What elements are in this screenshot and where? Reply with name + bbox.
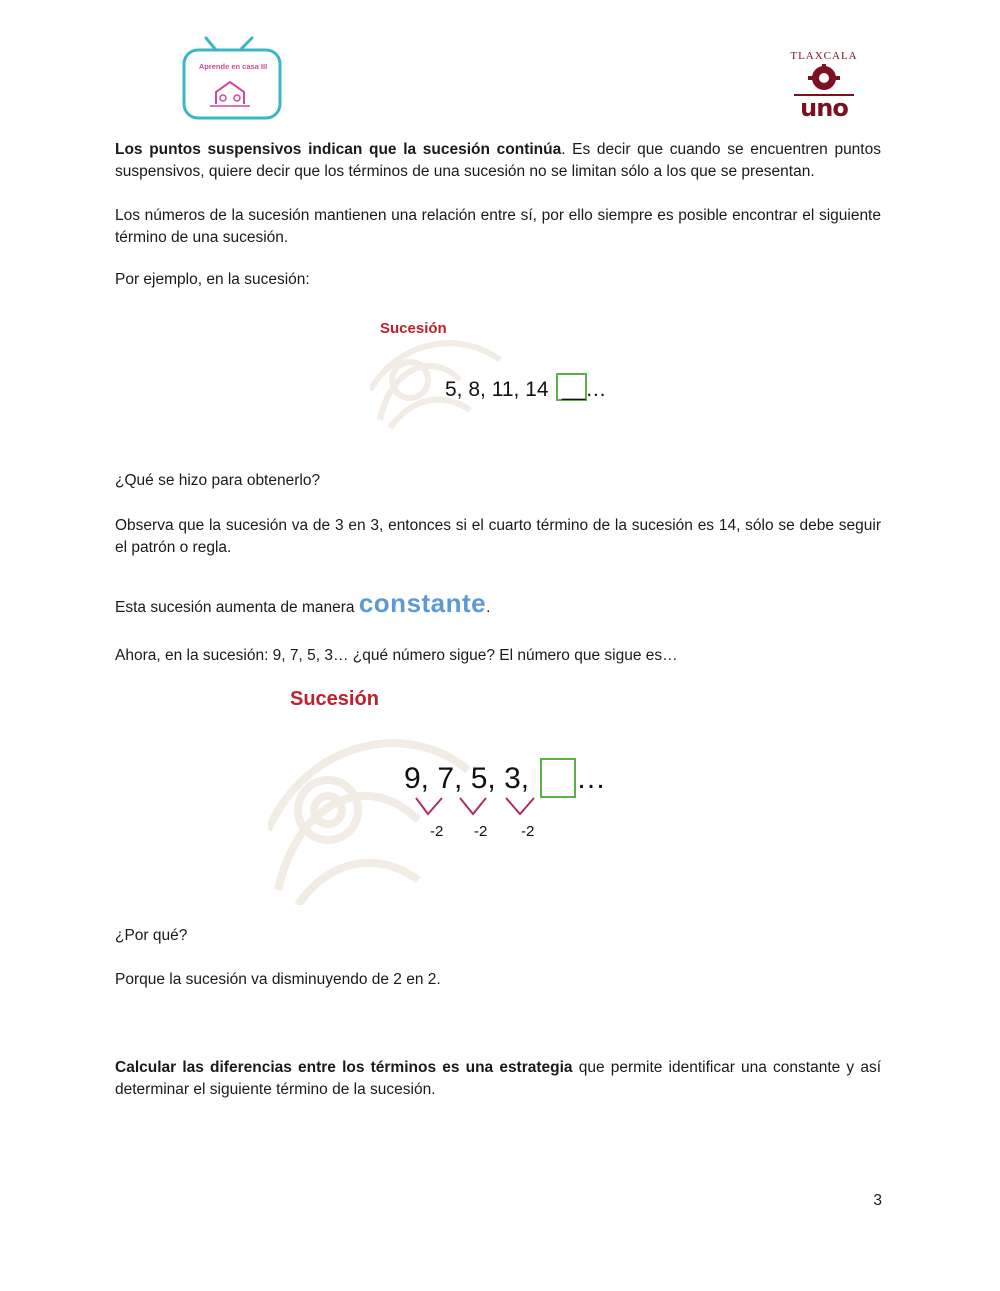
figure-title: Sucesión [380, 320, 447, 337]
difference-arrows [408, 796, 548, 820]
paragraph-ellipsis-meaning [115, 139, 881, 183]
tlaxcala-text: TLAXCALA [790, 50, 858, 62]
difference-label: -2 [474, 823, 488, 840]
tv-icon [178, 36, 286, 124]
sequence-figure-1 [370, 310, 620, 430]
question-how-obtained: ¿Qué se hizo para obtenerlo? [115, 472, 321, 489]
paragraph-second-sequence: Ahora, en la sucesión: 9, 7, 5, 3… ¿qué número sigue? El número que sigue es… [115, 647, 678, 664]
sequence-continuation: __… [562, 378, 607, 401]
page-number: 3 [873, 1192, 882, 1209]
difference-label: -2 [521, 823, 535, 840]
difference-label: -2 [430, 823, 444, 840]
sentence-end: . [486, 599, 491, 616]
aprende-en-casa-text: Aprende en casa III [198, 62, 268, 71]
uno-text: uno [800, 94, 848, 122]
paragraph-example-intro: Por ejemplo, en la sucesión: [115, 271, 310, 288]
paragraph-strategy [115, 1057, 881, 1101]
sequence-figure-2 [268, 680, 608, 905]
answer-word: constante [358, 588, 487, 618]
answer-blank-box [540, 758, 576, 798]
aprende-en-casa-logo [178, 36, 286, 124]
paragraph-constant [115, 588, 881, 623]
sequence-terms: 5, 8, 11, 14 [445, 378, 549, 401]
school-crest-icon [806, 64, 842, 92]
difference-arrow [506, 798, 534, 814]
difference-arrow [416, 798, 442, 814]
bold-statement: Los puntos suspensivos indican que la sucesión continúa [115, 141, 562, 158]
difference-arrow [460, 798, 486, 814]
paragraph-relation: Los números de la sucesión mantienen una relación entre sí, por ello siempre es posible encontrar el siguiente término de una sucesión. [115, 207, 881, 246]
question-why: ¿Por qué? [115, 927, 188, 944]
paragraph-decreasing: Porque la sucesión va disminuyendo de 2 en 2. [115, 971, 441, 988]
tlaxcala-uno-logo [788, 50, 860, 124]
figure-title: Sucesión [290, 688, 379, 710]
paragraph-pattern-explanation: Observa que la sucesión va de 3 en 3, entonces si el cuarto término de la sucesión es 14, sólo se debe seguir el patrón o regla. [115, 517, 881, 556]
sentence-start: Esta sucesión aumenta de manera [115, 599, 359, 616]
bold-statement: Calcular las diferencias entre los términos es una estrategia [115, 1059, 573, 1076]
paragraph-text: . Es decir que cuando se encuentren puntos suspensivos, quiere decir que los términos de una sucesión no se limitan sólo a los que se presentan. [115, 141, 881, 180]
sequence-terms: 9, 7, 5, 3, [404, 762, 530, 795]
paragraph-text: que permite identificar una constante y así determinar el siguiente término de la sucesión. [115, 1059, 882, 1098]
sequence-continuation: … [576, 762, 606, 795]
